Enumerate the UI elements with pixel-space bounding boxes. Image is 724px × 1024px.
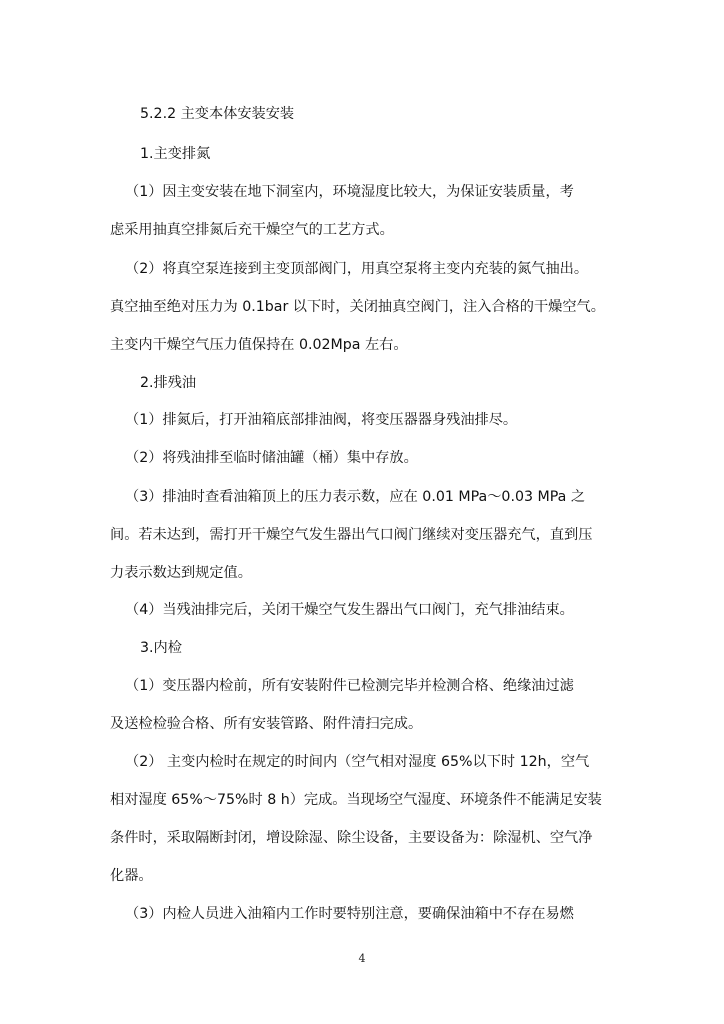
paragraph-line: （4）当残油排完后，关闭干燥空气发生器出气口阀门，充气排油结束。 — [125, 602, 574, 618]
paragraph-line: （2）将真空泵连接到主变顶部阀门，用真空泵将主变内充装的氮气抽出。 — [125, 261, 589, 277]
paragraph-line: 间。若未达到，需打开干燥空气发生器出气口阀门继续对变压器充气，直到压 — [110, 527, 593, 543]
subsection-heading: 2.排残油 — [140, 375, 197, 391]
paragraph-line: （1）变压器内检前，所有安装附件已检测完毕并检测合格、绝缘油过滤 — [125, 678, 574, 694]
paragraph-line: （2）将残油排至临时储油罐（桶）集中存放。 — [125, 450, 418, 466]
paragraph-line: （1）排氮后，打开油箱底部排油阀，将变压器器身残油排尽。 — [125, 412, 518, 428]
page-number: 4 — [358, 952, 366, 965]
subsection-heading: 3.内检 — [140, 640, 182, 656]
paragraph-line: 及送检检验合格、所有安装管路、附件清扫完成。 — [110, 716, 423, 732]
paragraph-line: 虑采用抽真空排氮后充干燥空气的工艺方式。 — [110, 222, 394, 238]
paragraph-line: 化器。 — [110, 868, 153, 884]
paragraph-line: （3）内检人员进入油箱内工作时要特别注意，要确保油箱中不存在易燃 — [125, 906, 574, 922]
subsection-heading: 1.主变排氮 — [140, 146, 211, 162]
paragraph-line: （2） 主变内检时在规定的时间内（空气相对湿度 65%以下时 12h，空气 — [125, 754, 590, 770]
paragraph-line: 力表示数达到规定值。 — [110, 565, 252, 581]
paragraph-line: （1）因主变安装在地下洞室内，环境湿度比较大，为保证安装质量，考 — [125, 184, 574, 200]
paragraph-line: （3）排油时查看油箱顶上的压力表示数，应在 0.01 MPa～0.03 MPa 之 — [125, 489, 586, 505]
paragraph-line: 主变内干燥空气压力值保持在 0.02Mpa 左右。 — [110, 337, 408, 353]
paragraph-line: 条件时，采取隔断封闭，增设除湿、除尘设备，主要设备为：除湿机、空气净 — [110, 830, 593, 846]
paragraph-line: 真空抽至绝对压力为 0.1bar 以下时，关闭抽真空阀门，注入合格的干燥空气。 — [110, 299, 605, 315]
paragraph-line: 相对湿度 65%～75%时 8 h）完成。当现场空气湿度、环境条件不能满足安装 — [110, 792, 602, 808]
section-heading: 5.2.2 主变本体安装安装 — [140, 106, 295, 122]
